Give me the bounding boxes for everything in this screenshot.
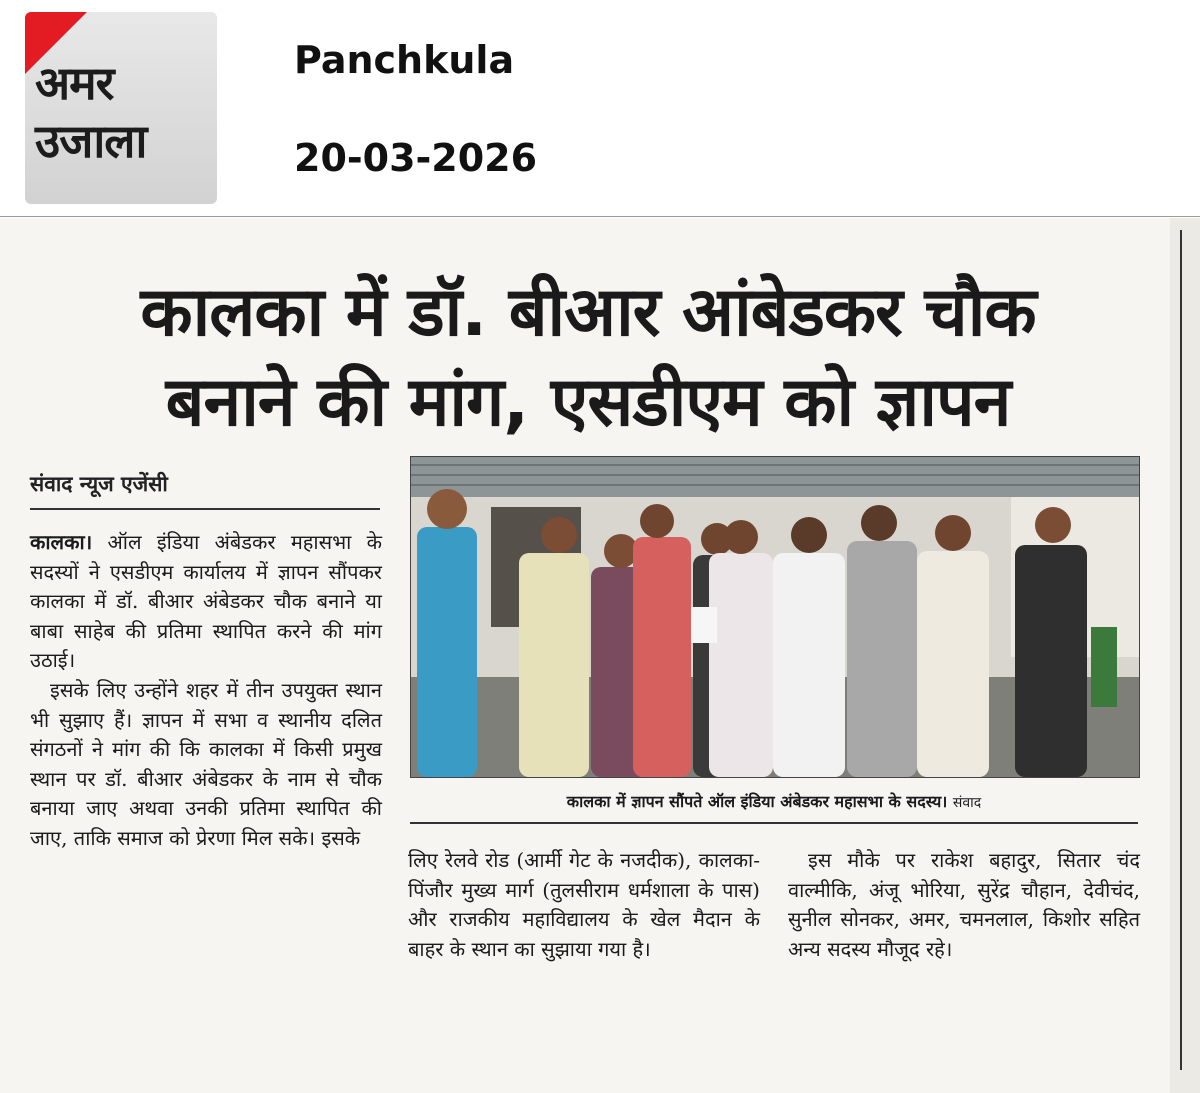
edition-city: Panchkula: [294, 38, 515, 82]
logo-text-line2: उजाला: [35, 114, 147, 168]
photo-illustration: [411, 457, 1139, 777]
paragraph-2: इसके लिए उन्होंने शहर में तीन उपयुक्त स्थान भी सुझाए हैं। ज्ञापन में सभा व स्थानीय दलित संगठनों ने मांग की कि कालका में किसी प्रमुख स्थान पर डॉ. बीआर अंबेडकर के नाम से चौक बनाया जाए अथवा उनकी प्रतिमा स्थापित की जाए, ताकि समाज को प्रेरणा मिल सके। इसके: [30, 677, 382, 850]
byline-rule: [30, 508, 380, 510]
article-column-1: [30, 528, 382, 854]
adjacent-column-rule: [1180, 230, 1182, 1070]
logo-text-line1: अमर: [35, 56, 114, 110]
article-column-3: इस मौके पर राकेश बहादुर, सितार चंद वाल्मीकि, अंजू भोरिया, सुरेंद्र चौहान, देवीचंद, सुनील सोनकर, अमर, चमनलाल, किशोर सहित अन्य सदस्य मौजूद रहे।: [788, 848, 1140, 961]
header-divider: [0, 216, 1200, 217]
photo-caption-text: कालका में ज्ञापन सौंपते ऑल इंडिया अंबेडकर महासभा के सदस्य।: [566, 792, 948, 811]
headline-line-1: कालका में डॉ. बीआर आंबेडकर चौक: [140, 273, 1036, 352]
news-photo: [410, 456, 1140, 778]
paragraph-1-text: ऑल इंडिया अंबेडकर महासभा के सदस्यों ने एसडीएम कार्यालय में ज्ञापन सौंपकर कालका में डॉ. बीआर अंबेडकर चौक बनाने या बाबा साहेब की प्रतिमा स्थापित करने की मांग उठाई।: [30, 530, 383, 673]
dateline: कालका।: [30, 530, 93, 554]
edition-date: 20-03-2026: [294, 136, 538, 180]
article-column-2: लिए रेलवे रोड (आर्मी गेट के नजदीक), कालका-पिंजौर मुख्य मार्ग (तुलसीराम धर्मशाला के पास) और राजकीय महाविद्यालय के खेल मैदान के बाहर के स्थान का सुझाया गया है।: [408, 848, 760, 961]
paragraph-1: [30, 528, 382, 676]
caption-rule: [410, 822, 1138, 824]
byline: संवाद न्यूज एजेंसी: [30, 471, 168, 496]
adjacent-article-edge: [1170, 218, 1200, 1093]
newspaper-logo: [25, 12, 217, 204]
photo-caption: [410, 790, 1138, 812]
headline-line-2: बनाने की मांग, एसडीएम को ज्ञापन: [165, 363, 1011, 442]
photo-credit: संवाद: [952, 795, 982, 811]
